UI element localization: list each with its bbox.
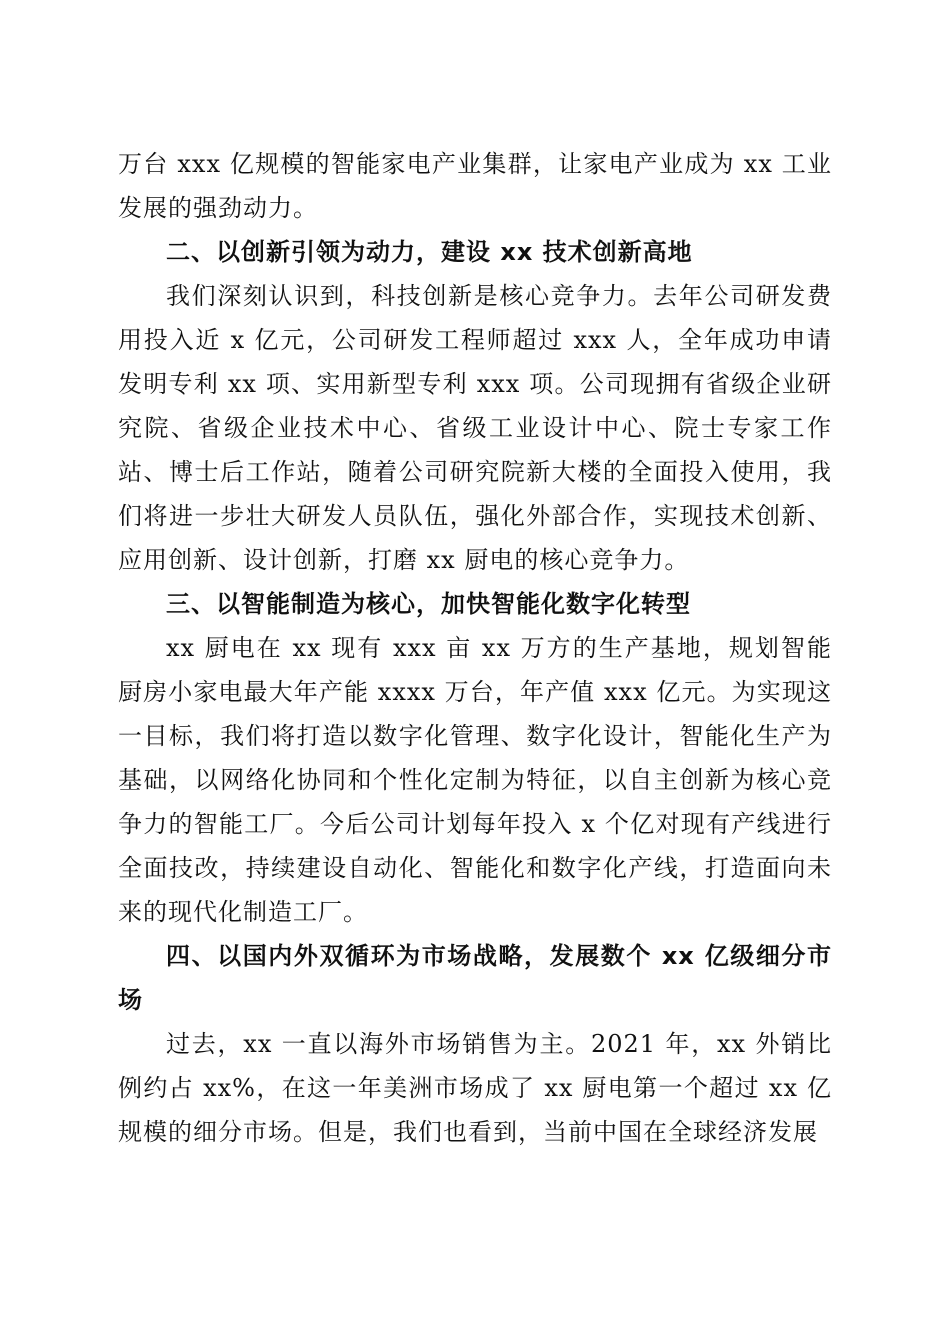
paragraph-market-strategy: 过去，xx 一直以海外市场销售为主。2021 年，xx 外销比例约占 xx%，在这一年美洲市场成了 xx 厨电第一个超过 xx 亿规模的细分市场。但是，我们也看到，当前中国在全球经济发展	[118, 1030, 832, 1146]
section-heading-innovation: 二、以创新引领为动力，建设 xx 技术创新高地	[166, 238, 693, 266]
paragraph-smart-manufacturing: xx 厨电在 xx 现有 xxx 亩 xx 万方的生产基地，规划智能厨房小家电最大年产能 xxxx 万台，年产值 xxx 亿元。为实现这一目标，我们将打造以数字化管理、数字化设计，智能化生产为基础，以网络化协同和个性化定制为特征，以自主创新为核心竞争力的智能工厂。今后公司计划每年投入 x 个亿对现有产线进行全面技改，持续建设自动化、智能化和数字化产线，打造面向未来的现代化制造工厂。	[118, 634, 832, 926]
document-body	[118, 142, 832, 1154]
paragraph-innovation: 我们深刻认识到，科技创新是核心竞争力。去年公司研发费用投入近 x 亿元，公司研发工程师超过 xxx 人，全年成功申请发明专利 xx 项、实用新型专利 xxx 项。公司现拥有省级企业研究院、省级企业技术中心、省级工业设计中心、院士专家工作站、博士后工作站，随着公司研究院新大楼的全面投入使用，我们将进一步壮大研发人员队伍，强化外部合作，实现技术创新、应用创新、设计创新，打磨 xx 厨电的核心竞争力。	[118, 282, 832, 574]
section-heading-market-strategy: 四、以国内外双循环为市场战略，发展数个 xx 亿级细分市场	[118, 942, 832, 1014]
paragraph-continuation: 万台 xxx 亿规模的智能家电产业集群，让家电产业成为 xx 工业发展的强劲动力。	[118, 150, 832, 222]
section-heading-smart-manufacturing: 三、以智能制造为核心，加快智能化数字化转型	[166, 590, 691, 618]
